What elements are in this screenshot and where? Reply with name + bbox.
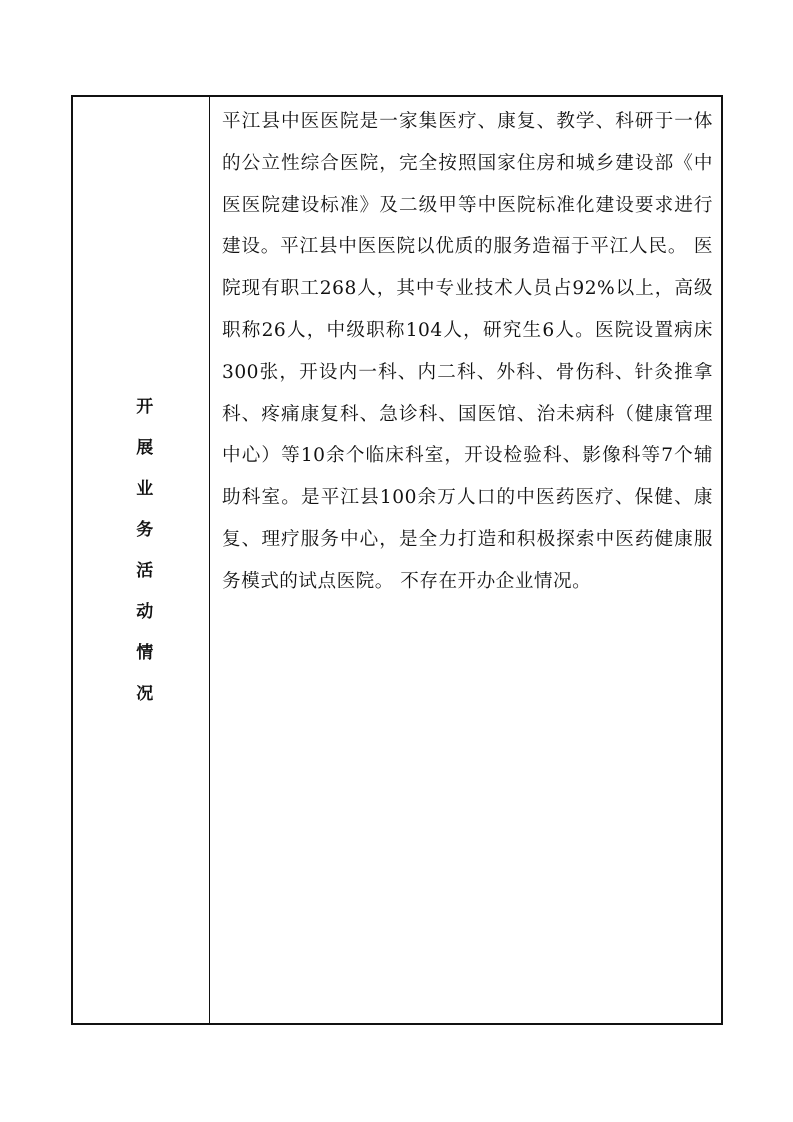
section-label: 开展业务活动情况 [132, 397, 153, 725]
activity-description: 平江县中医医院是一家集医疗、康复、教学、科研于一体的公立性综合医院，完全按照国家住房和城乡建设部《中医医院建设标准》及二级甲等中医院标准化建设要求进行建设。平江县中医医院以优质的服务造福于平江人民。 医院现有职工268人，其中专业技术人员占92%以上，高级职称26人，中级职称104人，研究生6人。医院设置病床300张，开设内一科、内二科、外科、骨伤科、针灸推拿科、疼痛康复科、急诊科、国医馆、治未病科（健康管理中心）等10余个临床科室，开设检验科、影像科等7个辅助科室。是平江县100余万人口的中医药医疗、保健、康复、理疗服务中心，是全力打造和积极探索中医药健康服务模式的试点医院。 不存在开办企业情况。 [222, 111, 713, 592]
activity-table [71, 95, 723, 1025]
content-cell [210, 97, 721, 1023]
label-cell [73, 97, 210, 1023]
